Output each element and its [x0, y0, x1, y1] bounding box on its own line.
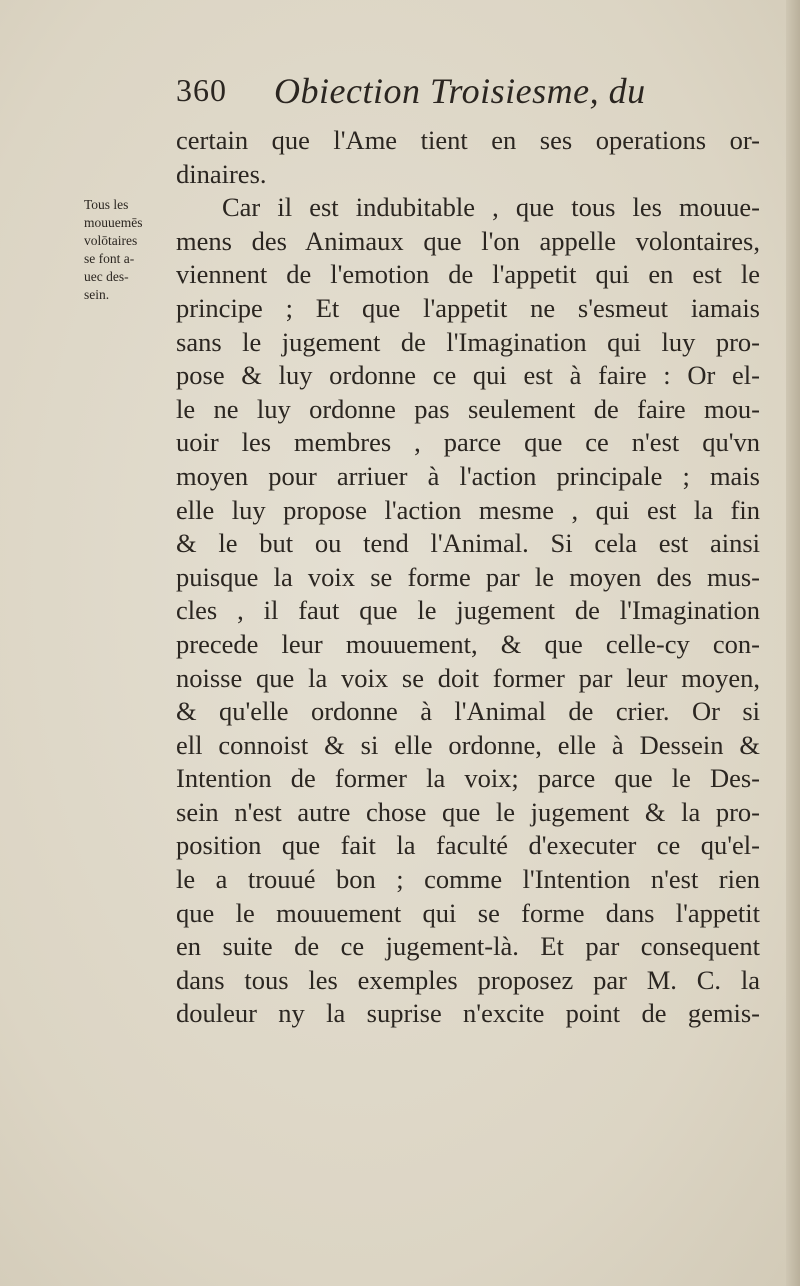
text-line: certain que l'Ame tient en ses operations or- [176, 125, 760, 155]
text-line: & qu'elle ordonne à l'Animal de crier. Or si [176, 696, 760, 727]
text-line: ell connoist & si elle ordonne, elle à Dessein & [176, 729, 760, 760]
text-line: dans tous les exemples proposez par M. C. la [176, 964, 760, 995]
text-line: position que fait la faculté d'executer ce qu'el- [176, 830, 760, 861]
marginal-note-line: sein. [84, 287, 110, 302]
text-line: pose & luy ordonne ce qui est à faire : Or el- [176, 360, 760, 391]
text-line: elle luy propose l'action mesme , qui est la fin [176, 494, 760, 525]
text-line: le ne luy ordonne pas seulement de faire mou- [176, 393, 760, 424]
text-line: principe ; Et que l'appetit ne s'esmeut iamais [176, 292, 760, 323]
text-line: noisse que la voix se doit former par leur moyen, [176, 662, 760, 693]
text-line: mens des Animaux que l'on appelle volontaires, [176, 225, 760, 256]
text-line: sein n'est autre chose que le jugement & la pro- [176, 796, 760, 827]
text-line: Car il est indubitable , que tous les mouue- [222, 192, 760, 223]
page-header [176, 66, 736, 116]
text-line: que le mouuement qui se forme dans l'appetit [176, 897, 760, 928]
text-line: & le but ou tend l'Animal. Si cela est ainsi [176, 528, 760, 559]
text-line: le a trouué bon ; comme l'Intention n'est rien [176, 864, 760, 895]
marginal-note-line: Tous les [84, 197, 129, 212]
text-line: cles , il faut que le jugement de l'Imagination [176, 595, 760, 626]
text-line: douleur ny la suprise n'excite point de gemis- [176, 998, 760, 1029]
text-line: puisque la voix se forme par le moyen des mus- [176, 561, 760, 592]
body-text [164, 124, 760, 1031]
running-head: Obiection Troisiesme, du [274, 71, 646, 111]
marginal-note-line: uec des- [84, 269, 129, 284]
marginal-note-line: se font a- [84, 251, 135, 266]
text-line: dinaires. [176, 158, 267, 189]
text-line: viennent de l'emotion de l'appetit qui en est le [176, 259, 760, 290]
text-line: Intention de former la voix; parce que le Des- [176, 763, 760, 794]
text-line: uoir les membres , parce que ce n'est qu'vn [176, 427, 760, 458]
text-line: moyen pour arriuer à l'action principale ; mais [176, 460, 760, 491]
page-number: 360 [176, 72, 227, 108]
text-line: precede leur mouuement, & que celle-cy con- [176, 628, 760, 659]
text-line: en suite de ce jugement-là. Et par consequent [176, 931, 760, 962]
marginal-note-line: mouuemēs [84, 215, 143, 230]
marginal-note-line: volōtaires [84, 233, 138, 248]
page-edge [786, 0, 800, 1286]
text-line: sans le jugement de l'Imagination qui luy pro- [176, 326, 760, 357]
